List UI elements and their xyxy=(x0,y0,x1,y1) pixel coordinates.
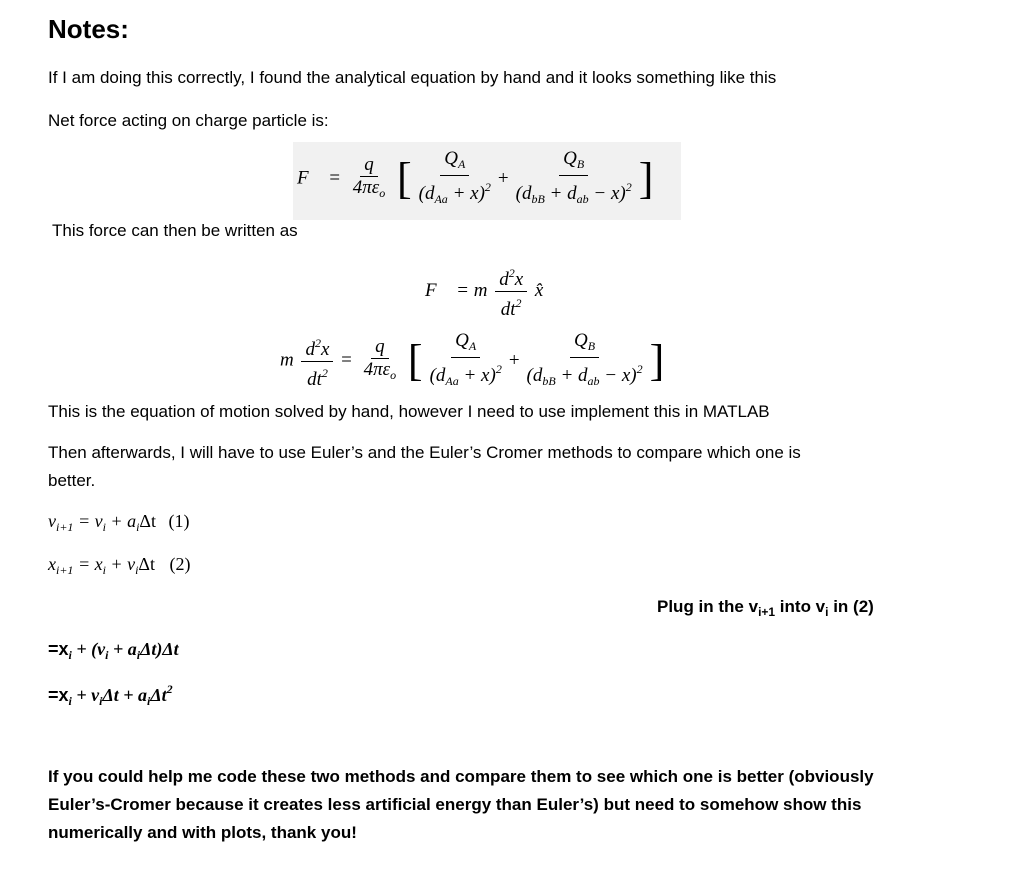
plug-note: Plug in the $v_{i+1}$ into $v_i$ in (2) xyxy=(657,597,874,619)
eq1-qb-term: $\frac{Q_B}{(d_{bB} + d_{ab} - x)^2}$ xyxy=(515,148,632,206)
closing-text-1: If you could help me code these two methods and compare them to see which one is better (obviously xyxy=(48,767,874,786)
closing-text-3: numerically and with plots, thank you! xyxy=(48,823,357,842)
position-update-equation: $x_{i+1} = x_i + v_i\Delta t$ (2) xyxy=(48,554,191,577)
motion-text: This is the equation of motion solved by hand, however I need to use implement this in MATLAB xyxy=(48,402,770,421)
closing-text-2: Euler’s-Cromer because it creates less artificial energy than Euler’s) but need to somehow show this xyxy=(48,795,862,814)
notes-heading: Notes: xyxy=(48,14,129,44)
afterwards-text-2: better. xyxy=(48,471,96,490)
eq1-lhs: F⃗ = xyxy=(297,167,341,189)
substitution-step-1: $=x_i + (v_i + a_i\Delta t)\Delta t$ xyxy=(48,639,179,662)
force-equation xyxy=(297,148,653,210)
velocity-update-equation: $v_{i+1} = v_i + a_i\Delta t$ (1) xyxy=(48,511,190,534)
substitution-step-2: $=x_i + v_i\Delta t + a_i\Delta t^2$ xyxy=(48,682,173,708)
eq1-qa-term: $\frac{Q_A}{(d_{Aa} + x)^2}$ xyxy=(418,148,491,206)
afterwards-text-1: Then afterwards, I will have to use Euler’s and the Euler’s Cromer methods to compare which one is xyxy=(48,443,801,462)
newton-equation: F⃗ = m $\frac{d^2x}{dt^2}$ x̂ xyxy=(425,262,543,321)
eq1-coefficient: $\frac{q}{4\pi\varepsilon_o}$ xyxy=(352,154,386,200)
eq1-bracket: [ $\frac{Q_A}{(d_{Aa} + x)^2}$ + $\frac{Q_B}{(d_{bB} + d_{ab} - x)^2}$ ] xyxy=(397,148,653,210)
motion-equation: m $\frac{d^2x}{dt^2}$ = $\frac{q}{4\pi\varepsilon_o}$ [ $\frac{Q_A}{(d_{Aa} + x)^2}$ + $\frac{Q_B}{(d_{bB} + d_{ab} - x)^2}$ ] xyxy=(280,330,665,390)
intro-text: If I am doing this correctly, I found the analytical equation by hand and it looks something like this xyxy=(48,68,777,87)
force-written-text: This force can then be written as xyxy=(52,221,298,240)
net-force-text: Net force acting on charge particle is: xyxy=(48,111,329,130)
